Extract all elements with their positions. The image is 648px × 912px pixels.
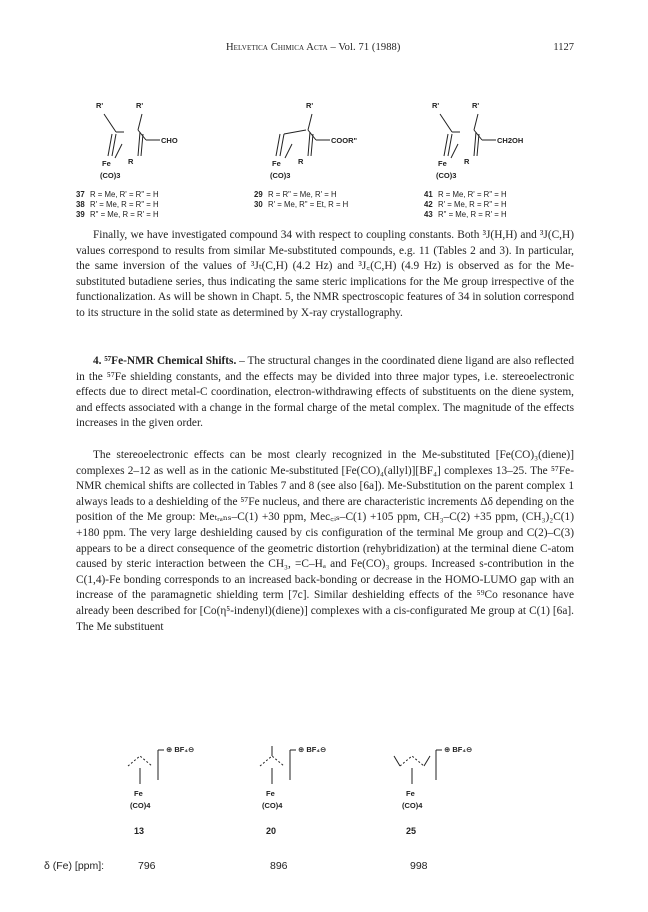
substituent-r-prime-left: R'	[96, 101, 104, 110]
complex-20	[252, 740, 372, 836]
shift-label: δ (Fe) [ppm]:	[44, 860, 105, 872]
journal-title: Helvetica Chimica Acta – Vol. 71 (1988)	[226, 42, 401, 53]
structure-aldehyde	[88, 100, 228, 193]
charge-label: ⊕ BF₄⊖	[298, 745, 327, 754]
charge-label: ⊕ BF₄⊖	[444, 745, 473, 754]
cationic-complexes	[120, 740, 540, 850]
metal-fe: Fe	[134, 789, 143, 798]
substituent-ch2oh: CH2OH	[497, 136, 524, 145]
compound-label: 39 R" = Me, R = R' = H	[76, 210, 159, 219]
shift-value-20: 896	[270, 860, 288, 872]
complex-25	[392, 740, 512, 836]
ligand-co4: (CO)4	[262, 801, 283, 810]
running-header	[76, 42, 574, 56]
metal-fe: Fe	[406, 789, 415, 798]
compound-label: 41 R = Me, R' = R" = H	[424, 190, 507, 199]
compound-label: 30 R' = Me, R" = Et, R = H	[254, 200, 349, 209]
shift-value-25: 998	[410, 860, 428, 872]
substituent-r: R	[464, 157, 470, 166]
compound-number: 20	[266, 826, 277, 836]
compound-number: 25	[406, 826, 417, 836]
compound-label: 43 R" = Me, R = R' = H	[424, 210, 507, 219]
substituent-r: R	[298, 157, 304, 166]
charge-label: ⊕ BF₄⊖	[166, 745, 195, 754]
substituent-cho: CHO	[161, 136, 178, 145]
substituent-r-prime-right: R'	[136, 101, 144, 110]
section-heading: 4. ⁵⁷Fe-NMR Chemical Shifts.	[93, 355, 237, 367]
metal-fe: Fe	[438, 159, 447, 168]
substituent-r-prime-left: R'	[432, 101, 440, 110]
substituent-r-prime-right: R'	[472, 101, 480, 110]
complex-13	[120, 740, 240, 836]
ligand-co3: (CO)3	[270, 171, 291, 180]
paragraph-coupling-constants: Finally, we have investigated compound 34 with respect to coupling constants. Both ³J(H,H) and ³J(C,H) values correspond to results from similar Me-substituted compounds, e.g. 11 (Tables 2 and 3). In particular, the same inversion of the values of ³Jₜ(C,H) (4.2 Hz) and ³J꜀(C,H) (4.9 Hz) is observed as for the Me-substituted butadiene series, thus indicating the same steric implications for the Me group irrespective of the functionalization. As will be shown in Chapt. 5, the NMR spectroscopic features of 34 in solution correspond to its structure in the solid state as determined by X-ray crystallography.	[76, 229, 574, 319]
ligand-co4: (CO)4	[130, 801, 151, 810]
metal-fe: Fe	[272, 159, 281, 168]
compound-label: 42 R' = Me, R = R" = H	[424, 200, 507, 209]
ligand-co3: (CO)3	[436, 171, 457, 180]
paragraph-stereoelectronic: The stereoelectronic effects can be most clearly recognized in the Me-substituted [Fe(CO)₃(diene)] complexes 2–12 as well as in the cationic Me-substituted [Fe(CO)₄(allyl)][BF₄] complexes 13–25. The ⁵⁷Fe-NMR chemical shifts are collected in Tables 7 and 8 (see also [6a]). Me-Substitution on the parent complex 1 always leads to a deshielding of the ⁵⁷Fe nucleus, and there are characteristic increments Δδ depending on the position of the Me group: Meₜᵣₐₙₛ–C(1) +30 ppm, Mec꜀ᵢₛ–C(1) +105 ppm, CH₃–C(2) +35 ppm, (CH₃)₂C(1) +180 ppm. The very large deshielding caused by cis configuration of the terminal Me group and C(2)–C(3) appears to be a direct consequence of the geometric distortion (rehybridization) at the terminal diene C-atom caused by steric interaction between the CH₃, =C–Hₐ and Fe(CO)₃ groups. Increased s-contribution in the C(1,4)-Fe bonding corresponds to an increased back-bonding or decrease in the HOMO-LUMO gap with an increase of the paramagnetic shielding term [7c]. Similar deshielding effects of the ⁵⁹Co resonance have already been described for [Co(η⁵-indenyl)(diene)] complexes with a cis-configurated Me group at C(1) [6a]. The Me substituent	[76, 449, 574, 633]
paragraph-fe-nmr: 4. ⁵⁷Fe-NMR Chemical Shifts. – The structural changes in the coordinated diene ligand are also reflected in the ⁵⁷Fe shielding constants, and the effects may be divided into three major types, i.e. stereoelectronic effects due to direct metal-C coordination, electron-withdrawing effects of substituents on the diene system, and effects associated with a change in the formal charge of the metal complex. The magnitude of the effects increases in the given order.	[76, 355, 574, 430]
page-number: 1127	[553, 42, 574, 53]
metal-fe: Fe	[266, 789, 275, 798]
structure-alcohol	[424, 100, 574, 193]
compound-label: 29 R = R" = Me, R' = H	[254, 190, 337, 199]
substituent-r-prime: R'	[306, 101, 314, 110]
structure-row-top	[88, 100, 578, 190]
metal-fe: Fe	[102, 159, 111, 168]
fe-shift-row	[44, 860, 540, 876]
substituent-coor: COOR"	[331, 136, 358, 145]
compound-label: 38 R' = Me, R = R" = H	[76, 200, 159, 209]
shift-value-13: 796	[138, 860, 156, 872]
substituent-r: R	[128, 157, 134, 166]
ligand-co3: (CO)3	[100, 171, 121, 180]
compound-number: 13	[134, 826, 145, 836]
structure-ester	[258, 100, 398, 193]
compound-label: 37 R = Me, R' = R" = H	[76, 190, 159, 199]
ligand-co4: (CO)4	[402, 801, 423, 810]
